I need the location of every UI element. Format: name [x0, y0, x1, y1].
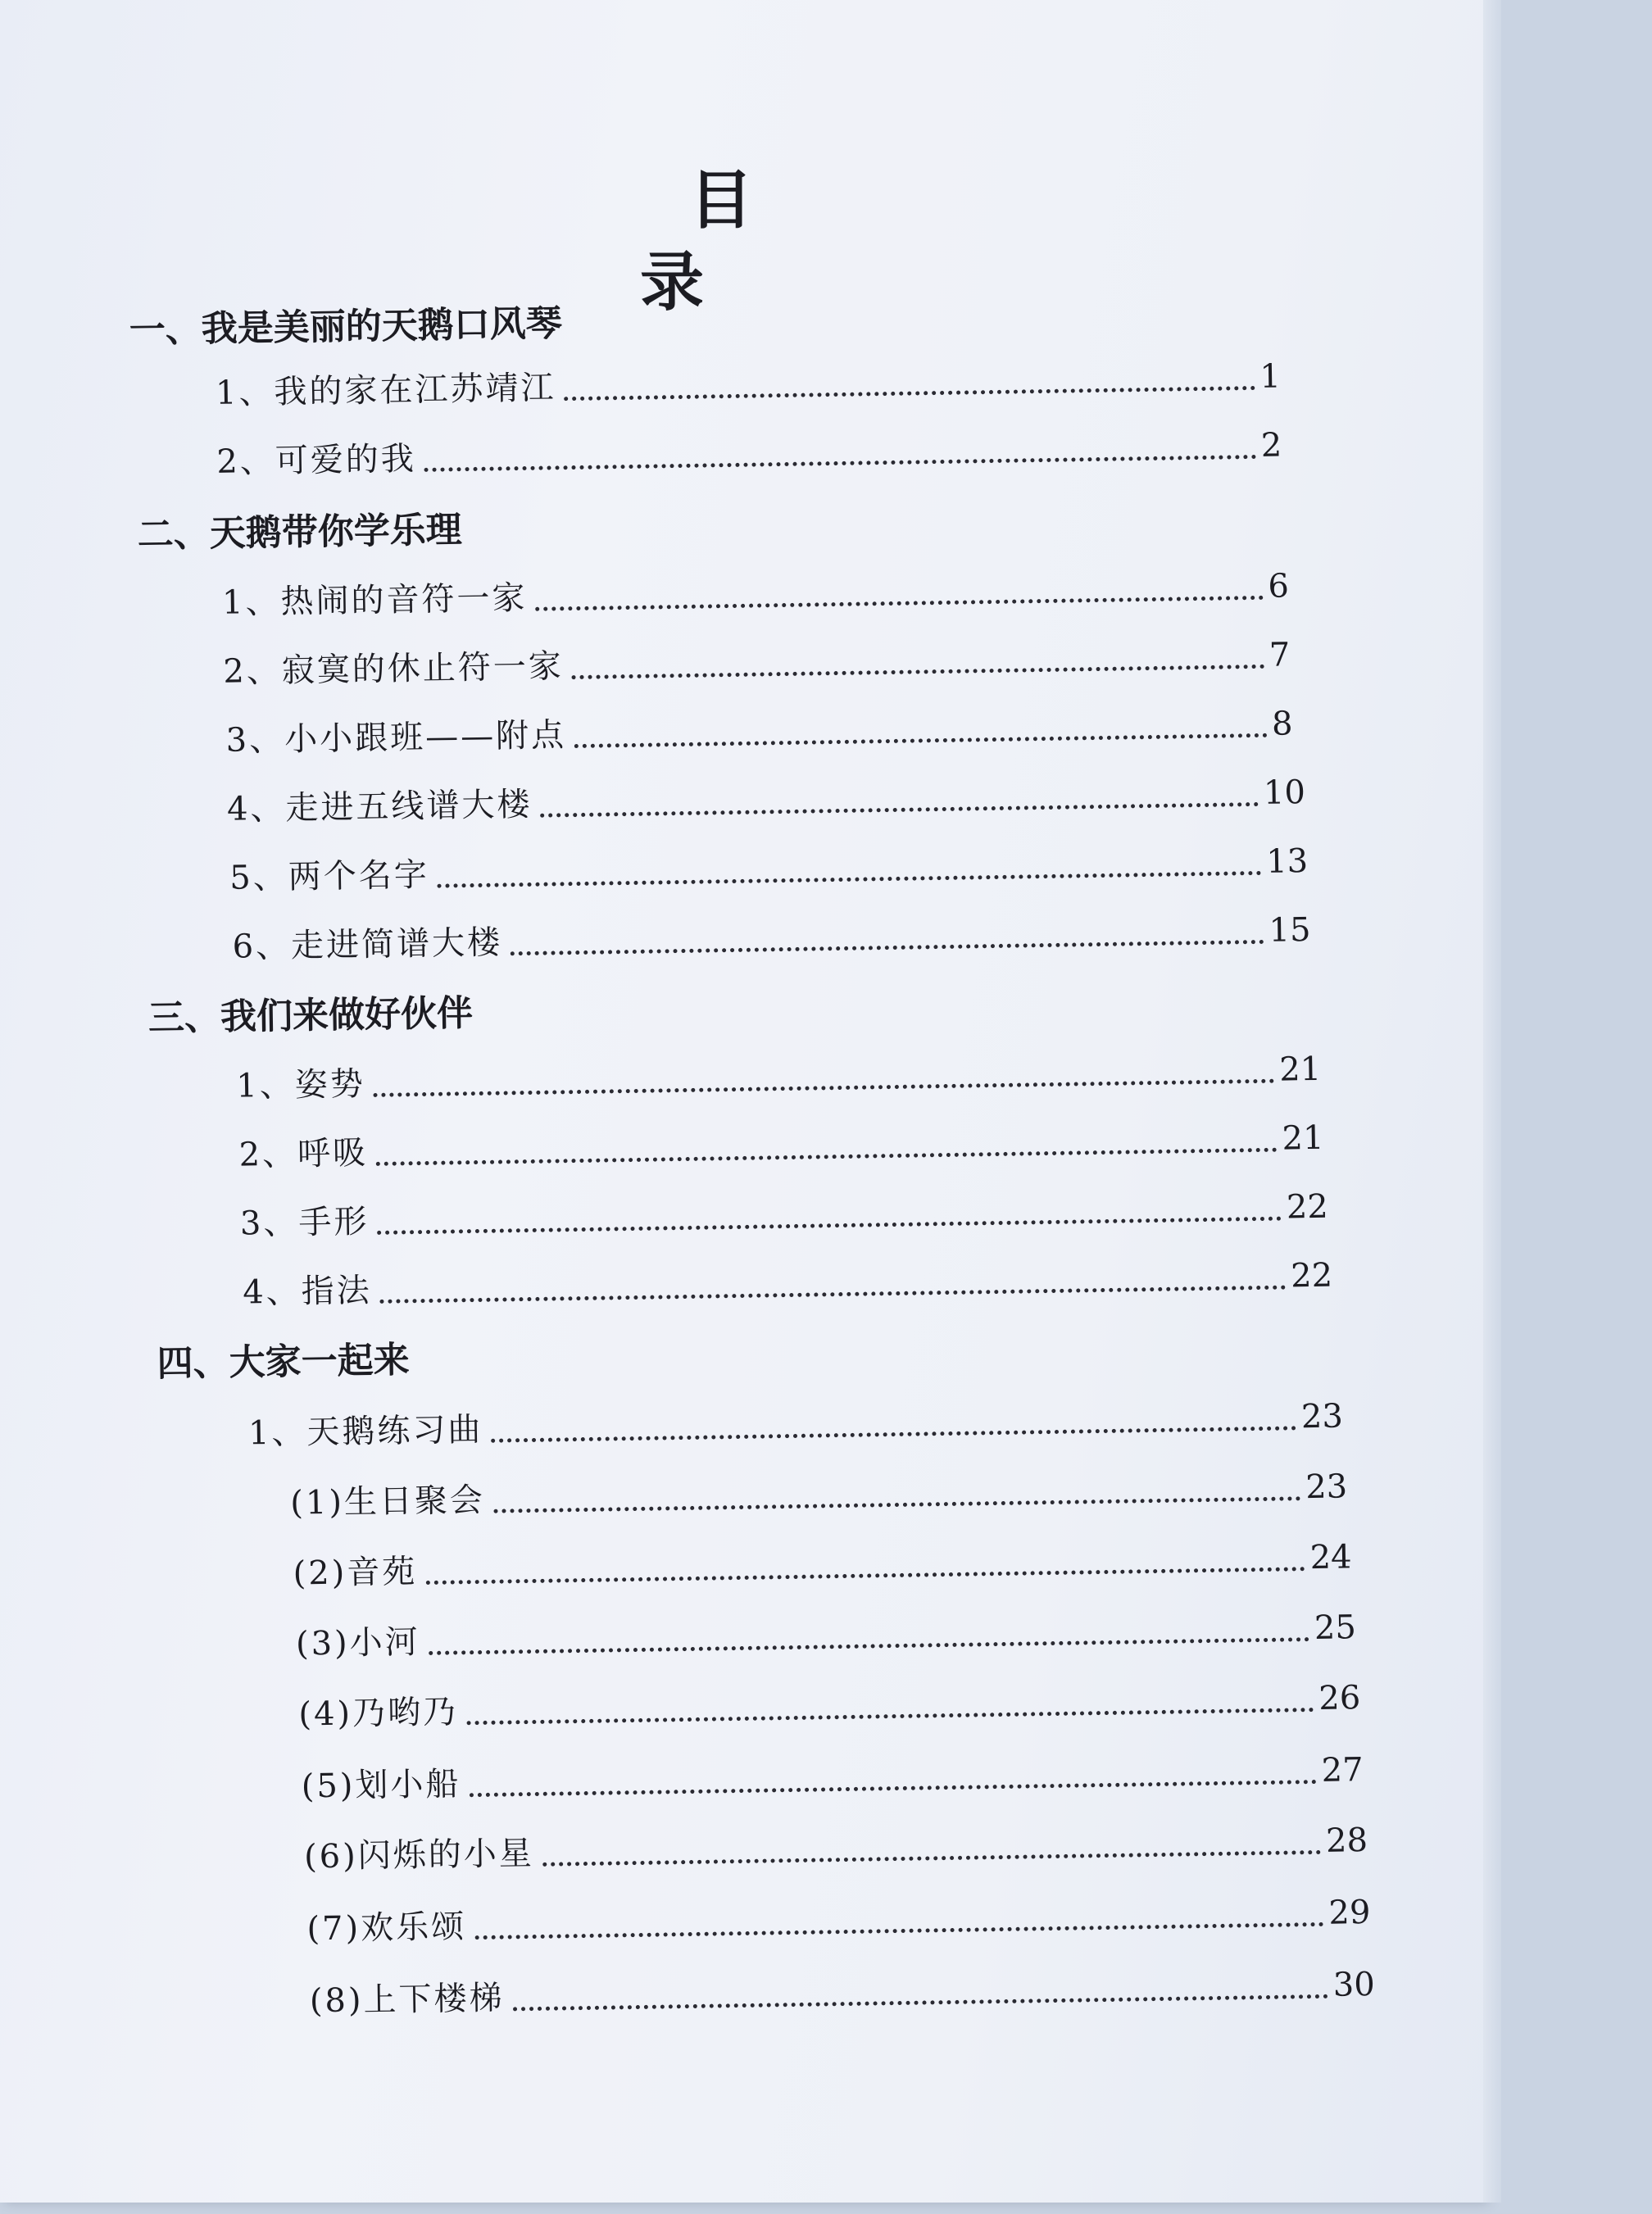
- dot-leader: [574, 733, 1267, 748]
- toc-entry: [216, 420, 1282, 486]
- dot-leader: [542, 1850, 1321, 1867]
- toc-entry: [296, 1603, 1357, 1668]
- toc-entry-page: 21: [1282, 1118, 1324, 1158]
- toc-entry: [232, 905, 1311, 972]
- toc-entry-page: 15: [1268, 910, 1311, 950]
- toc-entry: [298, 1673, 1361, 1739]
- dot-leader: [474, 1922, 1323, 1940]
- dot-leader: [429, 1637, 1309, 1655]
- toc-entry: [216, 352, 1282, 417]
- toc-entry: [309, 1960, 1375, 2026]
- toc-entry: [239, 1182, 1328, 1249]
- toc-entry: [306, 1888, 1371, 1953]
- toc-entry: [229, 837, 1309, 903]
- dot-leader: [492, 1426, 1297, 1442]
- toc-entry: [238, 1114, 1324, 1180]
- toc-entry-page: 22: [1286, 1187, 1329, 1227]
- toc-entry-title: 1、天鹅练习曲: [247, 1410, 483, 1453]
- toc-entry-title: (5)划小船: [301, 1765, 461, 1806]
- dot-leader: [376, 1148, 1278, 1166]
- toc-entry-title: (3)小河: [295, 1623, 421, 1663]
- toc-entry-title: 6、走进简谱大楼: [232, 923, 503, 966]
- toc-entry-page: 30: [1332, 1965, 1376, 2004]
- dot-leader: [438, 871, 1262, 888]
- toc-entry-page: 10: [1263, 774, 1306, 812]
- toc-entry: [225, 699, 1293, 764]
- toc-entry-page: 23: [1300, 1397, 1344, 1436]
- toc-entry-title: 4、走进五线谱大楼: [226, 785, 533, 828]
- section-heading: 二、天鹅带你学乐理: [137, 509, 463, 556]
- section-heading: 三、我们来做好伙伴: [148, 992, 474, 1040]
- toc-entry: [293, 1532, 1352, 1598]
- toc-entry-title: 1、热闹的音符一家: [221, 578, 528, 622]
- toc-entry: [243, 1251, 1333, 1318]
- toc-entry-title: (4)乃哟乃: [298, 1693, 459, 1734]
- toc-entry-page: 22: [1290, 1256, 1333, 1295]
- toc-entry: [304, 1816, 1368, 1881]
- toc-entry: [290, 1462, 1348, 1527]
- toc-entry-title: 3、小小跟班——附点: [225, 716, 567, 760]
- dot-leader: [493, 1496, 1300, 1513]
- dot-leader: [536, 596, 1264, 611]
- dot-leader: [466, 1708, 1314, 1725]
- toc-entry-title: (8)上下楼梯: [309, 1979, 505, 2021]
- toc-entry-title: (2)音苑: [293, 1553, 418, 1593]
- toc-entry-page: 2: [1260, 426, 1282, 465]
- toc-entry-title: 1、姿势: [235, 1065, 366, 1105]
- toc-entry-title: (7)欢乐颂: [306, 1908, 467, 1949]
- dot-leader: [572, 665, 1264, 679]
- page-title: 目 录: [639, 164, 851, 320]
- toc-entry-title: (1)生日聚会: [289, 1481, 486, 1522]
- toc-entry-page: 27: [1321, 1751, 1364, 1790]
- dot-leader: [541, 802, 1259, 818]
- toc-entry-page: 28: [1325, 1822, 1368, 1860]
- toc-entry-page: 23: [1305, 1468, 1348, 1507]
- dot-leader: [426, 1567, 1305, 1585]
- toc-entry-page: 6: [1268, 567, 1290, 606]
- toc-entry-page: 21: [1278, 1050, 1322, 1089]
- dot-leader: [565, 386, 1255, 401]
- toc-entry: [222, 561, 1290, 627]
- toc-entry: [236, 1045, 1322, 1111]
- toc-entry-page: 7: [1268, 636, 1291, 674]
- dot-leader: [470, 1780, 1317, 1797]
- toc-entry-page: 8: [1271, 705, 1293, 743]
- dot-leader: [374, 1079, 1275, 1097]
- toc-entry-title: 1、我的家在江苏靖江: [215, 369, 556, 412]
- toc-entry-title: 2、呼吸: [238, 1134, 369, 1174]
- toc-entry-page: 26: [1318, 1679, 1361, 1717]
- toc-entry: [227, 768, 1306, 834]
- section-heading: 一、我是美丽的天鹅口风琴: [129, 302, 563, 352]
- toc-entry-title: 2、可爱的我: [216, 440, 417, 481]
- dot-leader: [380, 1286, 1287, 1304]
- toc-entry-title: 3、手形: [239, 1203, 370, 1243]
- dot-leader: [424, 455, 1256, 472]
- section-heading: 四、大家一起来: [157, 1339, 411, 1386]
- toc-entry-page: 1: [1259, 357, 1282, 396]
- toc-entry-title: 4、指法: [242, 1272, 373, 1312]
- toc-entry-title: 2、寂寞的休止符一家: [223, 647, 565, 691]
- toc-entry-title: 5、两个名字: [229, 855, 430, 897]
- toc-entry-page: 25: [1314, 1608, 1357, 1648]
- toc-entry-page: 13: [1265, 842, 1309, 881]
- dot-leader: [513, 1994, 1328, 2012]
- dot-leader: [378, 1217, 1282, 1235]
- toc-entry-title: (6)闪烁的小星: [303, 1835, 535, 1876]
- toc-entry: [223, 630, 1291, 696]
- toc-entry-page: 29: [1328, 1893, 1371, 1932]
- toc-entry-page: 24: [1309, 1538, 1352, 1577]
- dot-leader: [511, 940, 1264, 955]
- toc-entry: [248, 1391, 1344, 1458]
- toc-entry: [301, 1745, 1364, 1811]
